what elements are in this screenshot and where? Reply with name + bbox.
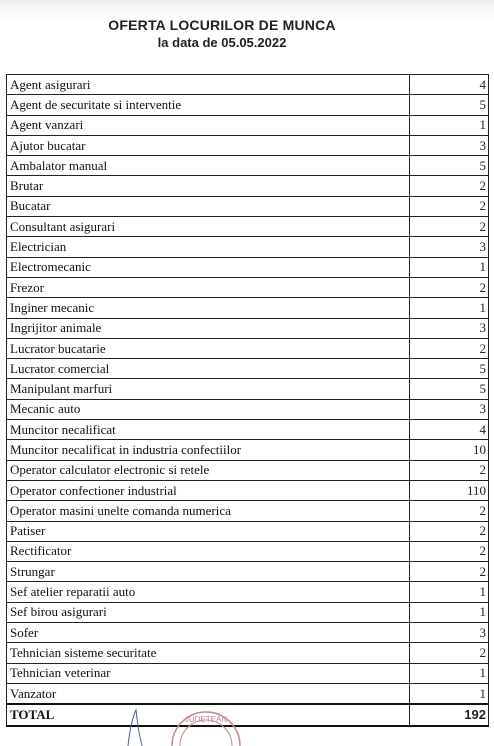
vacancy-count: 1 <box>410 663 489 683</box>
occupation-name: Lucrator comercial <box>7 359 410 379</box>
vacancy-count: 110 <box>410 480 489 500</box>
table-row <box>7 643 489 663</box>
occupation-name: Sofer <box>7 623 410 643</box>
table-row <box>7 338 489 358</box>
table-row <box>7 683 489 704</box>
table-row <box>7 623 489 643</box>
vacancy-count: 5 <box>410 95 489 115</box>
table-row <box>7 399 489 419</box>
occupation-name: Tehnician veterinar <box>7 663 410 683</box>
table-row <box>7 663 489 683</box>
vacancy-count: 3 <box>410 237 489 257</box>
page-subtitle: la data de 05.05.2022 <box>157 35 287 50</box>
vacancy-count: 10 <box>410 440 489 460</box>
table-row <box>7 115 489 135</box>
vacancy-count: 5 <box>410 379 489 399</box>
table-row <box>7 277 489 297</box>
job-offers-table-body <box>7 75 489 705</box>
table-row <box>7 480 489 500</box>
vacancy-count: 2 <box>410 562 489 582</box>
vacancy-count: 2 <box>410 217 489 237</box>
vacancy-count: 2 <box>410 196 489 216</box>
official-stamp-icon <box>120 706 260 746</box>
occupation-name: Muncitor necalificat <box>7 420 410 440</box>
occupation-name: Mecanic auto <box>7 399 410 419</box>
occupation-name: Operator calculator electronic si retele <box>7 460 410 480</box>
occupation-name: Vanzator <box>7 683 410 704</box>
table-row <box>7 318 489 338</box>
occupation-name: Manipulant marfuri <box>7 379 410 399</box>
occupation-name: Strungar <box>7 562 410 582</box>
occupation-name: Consultant asigurari <box>7 217 410 237</box>
vacancy-count: 2 <box>410 338 489 358</box>
job-offers-table-container <box>6 74 488 727</box>
occupation-name: Operator confectioner industrial <box>7 480 410 500</box>
occupation-name: Muncitor necalificat in industria confectiilor <box>7 440 410 460</box>
occupation-name: Ingrijitor animale <box>7 318 410 338</box>
job-offers-table <box>6 74 489 727</box>
occupation-name: Electrician <box>7 237 410 257</box>
page-title: OFERTA LOCURILOR DE MUNCA <box>108 17 336 33</box>
occupation-name: Agent asigurari <box>7 75 410 95</box>
table-row <box>7 359 489 379</box>
occupation-name: Rectificator <box>7 541 410 561</box>
table-row <box>7 135 489 155</box>
vacancy-count: 2 <box>410 176 489 196</box>
table-row <box>7 237 489 257</box>
vacancy-count: 3 <box>410 135 489 155</box>
table-row <box>7 176 489 196</box>
vacancy-count: 3 <box>410 399 489 419</box>
table-row <box>7 156 489 176</box>
vacancy-count: 4 <box>410 75 489 95</box>
table-row <box>7 562 489 582</box>
vacancy-count: 1 <box>410 298 489 318</box>
table-row <box>7 440 489 460</box>
vacancy-count: 3 <box>410 623 489 643</box>
table-row <box>7 501 489 521</box>
table-row <box>7 541 489 561</box>
occupation-name: Sef birou asigurari <box>7 602 410 622</box>
total-count: 192 <box>410 704 489 725</box>
table-row <box>7 257 489 277</box>
occupation-name: Agent vanzari <box>7 115 410 135</box>
occupation-name: Ajutor bucatar <box>7 135 410 155</box>
table-row <box>7 602 489 622</box>
vacancy-count: 1 <box>410 582 489 602</box>
table-row <box>7 460 489 480</box>
table-row <box>7 379 489 399</box>
occupation-name: Tehnician sisteme securitate <box>7 643 410 663</box>
table-row <box>7 420 489 440</box>
document-header <box>0 16 494 52</box>
vacancy-count: 4 <box>410 420 489 440</box>
vacancy-count: 1 <box>410 602 489 622</box>
vacancy-count: 2 <box>410 541 489 561</box>
vacancy-count: 2 <box>410 501 489 521</box>
signature-stroke <box>128 710 142 746</box>
table-row <box>7 75 489 95</box>
occupation-name: Agent de securitate si interventie <box>7 95 410 115</box>
occupation-name: Operator masini unelte comanda numerica <box>7 501 410 521</box>
table-row <box>7 521 489 541</box>
occupation-name: Patiser <box>7 521 410 541</box>
vacancy-count: 5 <box>410 359 489 379</box>
occupation-name: Electromecanic <box>7 257 410 277</box>
occupation-name: Bucatar <box>7 196 410 216</box>
occupation-name: Brutar <box>7 176 410 196</box>
occupation-name: Inginer mecanic <box>7 298 410 318</box>
vacancy-count: 1 <box>410 115 489 135</box>
table-row <box>7 298 489 318</box>
table-row <box>7 582 489 602</box>
table-row <box>7 217 489 237</box>
vacancy-count: 2 <box>410 277 489 297</box>
vacancy-count: 1 <box>410 257 489 277</box>
vacancy-count: 5 <box>410 156 489 176</box>
vacancy-count: 3 <box>410 318 489 338</box>
table-row <box>7 95 489 115</box>
occupation-name: Sef atelier reparatii auto <box>7 582 410 602</box>
table-row <box>7 196 489 216</box>
total-label: TOTAL <box>7 704 410 725</box>
vacancy-count: 2 <box>410 521 489 541</box>
vacancy-count: 2 <box>410 460 489 480</box>
vacancy-count: 2 <box>410 643 489 663</box>
stamp-text: JUDETEAN <box>184 715 228 724</box>
occupation-name: Ambalator manual <box>7 156 410 176</box>
vacancy-count: 1 <box>410 683 489 704</box>
occupation-name: Lucrator bucatarie <box>7 338 410 358</box>
occupation-name: Frezor <box>7 277 410 297</box>
